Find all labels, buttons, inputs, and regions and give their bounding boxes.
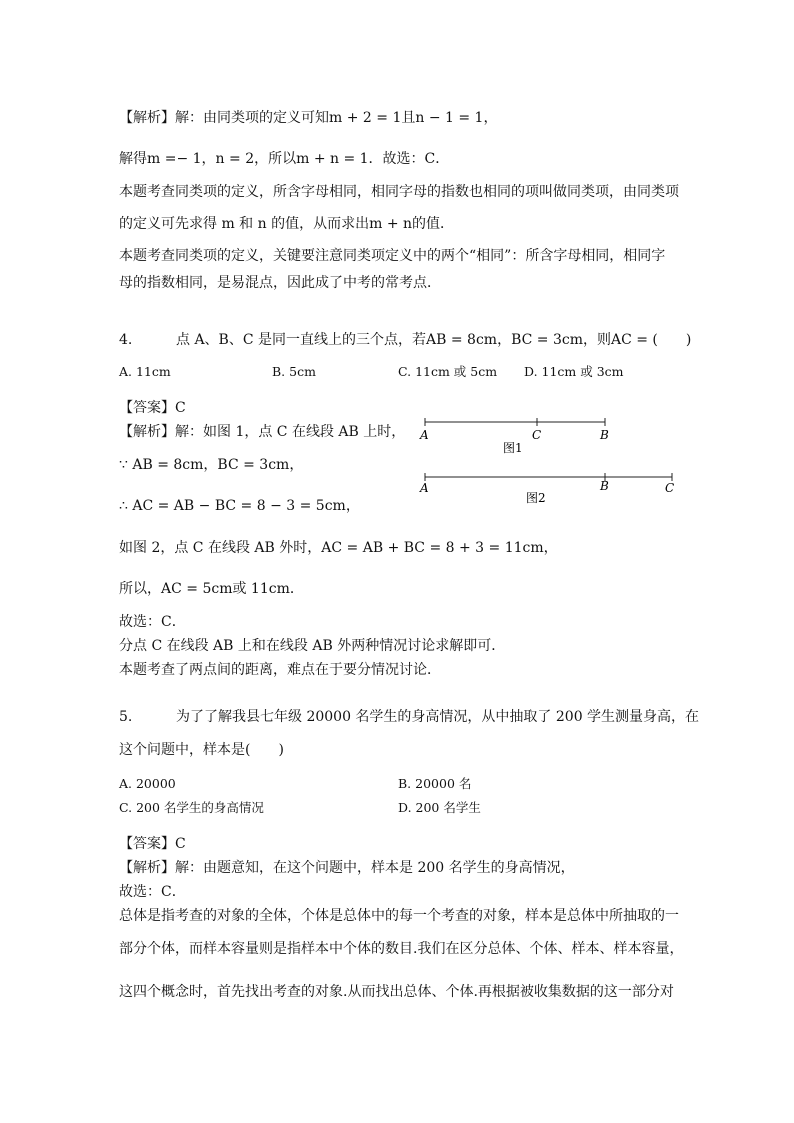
figure-2 bbox=[419, 473, 674, 505]
q4-analysis-line-4: 如图 2，点 C 在线段 AB 外时，AC = AB + BC = 8 + 3 = 11cm， bbox=[119, 540, 558, 556]
q4-answer: 【答案】C bbox=[119, 400, 186, 416]
figure-1-label-b: B bbox=[600, 428, 609, 442]
figure-1-label-a: A bbox=[420, 428, 429, 442]
q4-analysis-line-6: 故选：C． bbox=[119, 614, 186, 630]
q3-analysis-line-4: 的定义可先求得 m 和 n 的值，从而求出m + n的值． bbox=[119, 216, 455, 232]
q3-analysis-line-3: 本题考查同类项的定义，所含字母相同，相同字母的指数也相同的项叫做同类项，由同类项 bbox=[119, 184, 679, 200]
q5-option-c: C. 200 名学生的身高情况 bbox=[119, 800, 264, 815]
q3-analysis-line-5: 本题考查同类项的定义，关键要注意同类项定义中的两个“相同”：所含字母相同，相同字 bbox=[119, 248, 666, 264]
q4-option-a: A. 11cm bbox=[119, 364, 171, 379]
q5-analysis-line-2: 故选：C． bbox=[119, 884, 186, 900]
figure-1-caption: 图1 bbox=[503, 441, 523, 455]
q4-option-d: D. 11cm 或 3cm bbox=[524, 364, 624, 379]
q4-number: 4. bbox=[119, 332, 133, 348]
q4-analysis-line-2: ∵ AB = 8cm，BC = 3cm， bbox=[119, 457, 304, 473]
q4-analysis-line-3: ∴ AC = AB − BC = 8 − 3 = 5cm， bbox=[119, 498, 360, 514]
q5-analysis-line-3: 总体是指考查的对象的全体，个体是总体中的每一个考查的对象，样本是总体中所抽取的一 bbox=[119, 908, 679, 924]
q3-analysis-line-6: 母的指数相同，是易混点，因此成了中考的常考点． bbox=[119, 275, 441, 291]
figure-2-caption: 图2 bbox=[526, 491, 546, 505]
q5-analysis-line-5: 这四个概念时，首先找出考查的对象.从而找出总体、个体.再根据被收集数据的这一部分对 bbox=[119, 984, 674, 1000]
q4-stem: 点 A、B、C 是同一直线上的三个点，若AB = 8cm，BC = 3cm，则AC = ( ) bbox=[176, 332, 692, 348]
q5-option-d: D. 200 名学生 bbox=[398, 800, 481, 815]
q5-number: 5. bbox=[119, 709, 133, 725]
q4-analysis-line-8: 本题考查了两点间的距离，难点在于要分情况讨论． bbox=[119, 662, 441, 678]
q4-option-b: B. 5cm bbox=[272, 364, 316, 379]
q5-answer: 【答案】C bbox=[119, 836, 186, 852]
figure-2-label-a: A bbox=[420, 481, 429, 495]
q5-analysis-line-1: 【解析】解：由题意知，在这个问题中，样本是 200 名学生的身高情况， bbox=[119, 860, 575, 876]
figure-1 bbox=[419, 418, 609, 455]
figure-2-label-b: B bbox=[600, 479, 609, 493]
q5-stem-line-2: 这个问题中，样本是( ) bbox=[119, 742, 284, 758]
q5-option-a: A. 20000 bbox=[119, 776, 176, 791]
q4-analysis-line-5: 所以，AC = 5cm或 11cm． bbox=[119, 581, 304, 597]
q3-analysis-line-2: 解得m =− 1，n = 2，所以m + n = 1．故选：C． bbox=[119, 151, 450, 167]
q5-option-b: B. 20000 名 bbox=[398, 776, 472, 791]
q5-stem-line-1: 为了了解我县七年级 20000 名学生的身高情况，从中抽取了 200 学生测量身高，在 bbox=[176, 709, 700, 725]
q4-option-c: C. 11cm 或 5cm bbox=[398, 364, 498, 379]
q4-analysis-line-1: 【解析】解：如图 1，点 C 在线段 AB 上时， bbox=[119, 424, 406, 440]
figure-2-label-c: C bbox=[665, 481, 675, 495]
figure-1-label-c: C bbox=[532, 428, 542, 442]
q5-analysis-line-4: 部分个体，而样本容量则是指样本中个体的数目.我们在区分总体、个体、样本、样本容量， bbox=[119, 941, 684, 957]
q4-analysis-line-7: 分点 C 在线段 AB 上和在线段 AB 外两种情况讨论求解即可． bbox=[119, 638, 506, 654]
q3-analysis-line-1: 【解析】解：由同类项的定义可知m + 2 = 1且n − 1 = 1， bbox=[119, 110, 498, 126]
segment-figures bbox=[415, 414, 685, 508]
